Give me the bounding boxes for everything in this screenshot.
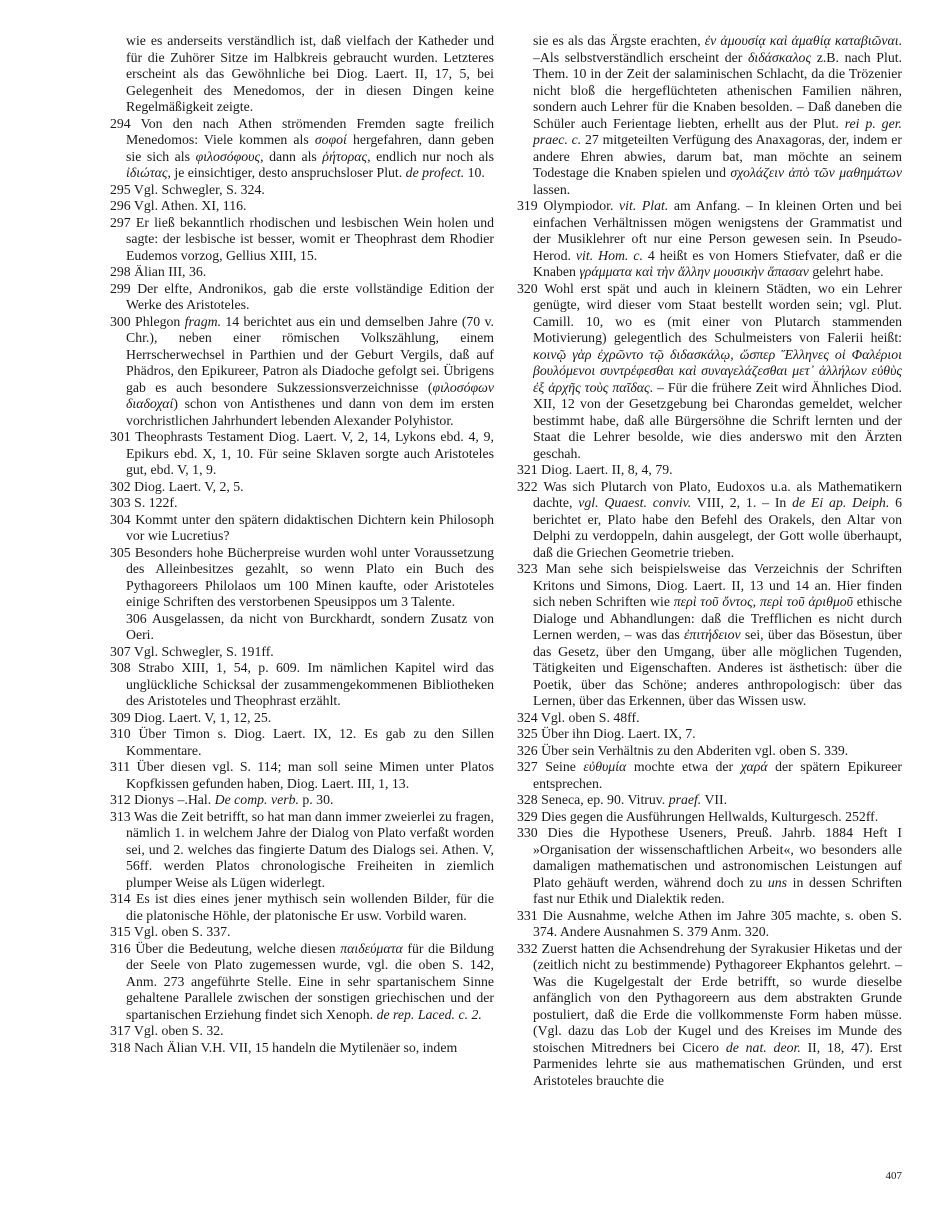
- note-text: Älian III, 36.: [134, 264, 207, 279]
- note-text: Wohl erst spät und auch in kleinern Städten, wo ein Lehrer genügte, wird dieser vom Staat bestellt worden sein; vgl. Plut. Camill. 10, wo es (mit einer von Plutarch stammenden Motivierung) gelegentlich des Schulmeisters von Falerii heißt:: [533, 280, 902, 345]
- footnote-number: 309: [110, 709, 131, 725]
- footnote-314: [110, 891, 494, 924]
- right-column: [517, 33, 902, 1089]
- note-text: hergefahren, dann geben sie sich als: [126, 132, 494, 164]
- footnote-303: [110, 495, 494, 512]
- footnote-number: 324: [517, 709, 538, 725]
- footnote-number: 305: [110, 544, 131, 560]
- footnote-297: [110, 215, 494, 265]
- note-text: Über sein Verhältnis zu den Abderiten vgl. oben S. 339.: [541, 742, 849, 758]
- italic-text: φιλοσόφων διαδοχαί: [126, 379, 494, 411]
- note-text: Der elfte, Andronikos, gab die erste vollständige Edition der Werke des Aristoteles.: [126, 280, 494, 312]
- footnote-number: 320: [517, 280, 538, 296]
- note-text: wie es anderseits verständlich ist, daß vielfach der Katheder und für die Zuhörer Sitze im Halbkreis gebraucht wurden. Letzteres erscheint als das Gewöhnliche bei Diog. Laert. II, 17, 5, bei Gelegenheit des Menedomos, der in diesen Dingen keine Regelmäßigkeit zeigte.: [126, 33, 494, 114]
- footnote-325: [517, 726, 902, 743]
- footnote-322: [517, 479, 902, 562]
- note-text: Vgl. Schwegler, S. 324.: [133, 181, 265, 197]
- footnote-311: [110, 759, 494, 792]
- note-text: Diog. Laert. II, 8, 4, 79.: [541, 462, 673, 477]
- italic-text: ἰδιώτας: [126, 165, 168, 180]
- footnote-number: 315: [110, 924, 131, 939]
- footnote-number: 313: [110, 808, 131, 824]
- footnote-302: [110, 479, 494, 496]
- note-text: Zuerst hatten die Achsendrehung der Syrakusier Hiketas und der (zeitlich nicht zu bestimmende) Pythagoreer Ekphantos gelehrt. – Was die Kugelgestalt der Erde betrifft, so wurde dieselbe anfänglich von den Pythagoreern aus dem abstrakten Grunde postuliert, daß die Erde die vollkommenste Form haben müsse. (Vgl. dazu das Lob der Kugel und des Kreises im Munde des stoischen Mitredners bei Cicero: [533, 940, 902, 1055]
- italic-text: ἐν ἀμουσίᾳ καὶ ἀμαθίᾳ καταβιῶναι: [704, 33, 899, 48]
- note-text: Was sich Plutarch von Plato, Eudoxos u.a. als Mathematikern dachte,: [533, 478, 902, 510]
- note-text: Es ist dies eines jener mythisch sein wollenden Bilder, für die die platonische Höhle, der platonische Er usw. Vorbild waren.: [126, 891, 494, 923]
- footnote-number: 296: [110, 198, 131, 213]
- italic-text: εὐθυμία: [583, 759, 627, 774]
- italic-text: φιλοσόφους: [195, 148, 261, 164]
- footnote-number: 308: [110, 660, 131, 675]
- footnote-320: [517, 281, 902, 463]
- note-text: Seneca, ep. 90. Vitruv.: [541, 792, 669, 807]
- footnote-number: 303: [110, 495, 131, 510]
- footnote-number: 301: [110, 429, 131, 444]
- footnote-323: [517, 561, 902, 710]
- note-text: p. 30.: [298, 792, 334, 807]
- italic-text: ῥήτορας: [322, 148, 368, 164]
- italic-text: ἐπιτήδειον: [683, 627, 741, 642]
- footnote-number: 302: [110, 478, 131, 494]
- footnote-number: 331: [517, 907, 538, 923]
- left-column: [110, 33, 494, 1056]
- note-text: 6 berichtet er, Plato habe den Befehl des Orakels, den Altar von Delphi zu verdoppeln, dahin ausgelegt, der Gott wolle überhaupt, daß die Griechen Geometrie trieben.: [533, 495, 902, 560]
- note-text: Phlegon: [135, 313, 185, 329]
- footnote-number: 307: [110, 643, 131, 659]
- note-text: , je einsichtiger, desto anspruchsloser Plut.: [167, 165, 406, 180]
- italic-text: De comp. verb.: [214, 792, 299, 807]
- italic-text: παιδεύματα: [340, 940, 403, 956]
- note-text: VII.: [701, 792, 728, 807]
- note-text: Was die Zeit betrifft, so hat man dann immer zweierlei zu fragen, nämlich 1. in welchem Jahre der Dialog von Plato verfaßt worden sei, und 2. welches das fingierte Datum des Dialogs sei. Athen. V, 56ff. werden Platos chronologische Freiheiten in ziemlich plumper Weise als Lügen widerlegt.: [126, 808, 494, 890]
- footnote-308: [110, 660, 494, 710]
- note-text: Vgl. oben S. 48ff.: [540, 709, 640, 725]
- footnote-number: 304: [110, 511, 131, 527]
- note-text: Besonders hohe Bücherpreise wurden wohl unter Voraussetzung des Alleinbesitzes gezahlt, so wenn Plato ein Buch des Pythagoreers Philolaos um 100 Minen kaufte, oder Aristoteles einige Schriften des verstorbenen Speusippos um 3 Talente.: [126, 544, 495, 609]
- note-text: Seine: [545, 759, 584, 774]
- note-text: Vgl. Schwegler, S. 191ff.: [133, 643, 274, 659]
- footnote-327: [517, 759, 902, 792]
- footnote-number: 310: [110, 726, 131, 741]
- note-text: S. 122f.: [134, 495, 178, 510]
- note-text: Er ließ bekanntlich rhodischen und lesbischen Wein holen und sagte: der lesbische ist besser, womit er Theophrast dem Rhodier Eudemos vorzog, Gellius XIII, 15.: [126, 214, 494, 263]
- footnote-296: [110, 198, 494, 215]
- note-text: 306 Ausgelassen, da nicht von Burckhardt, sondern Zusatz von Oeri.: [126, 610, 494, 642]
- footnote-text: [110, 33, 494, 116]
- footnote-number: 326: [517, 742, 538, 758]
- footnote-328: [517, 792, 902, 809]
- footnote-number: 322: [517, 478, 538, 494]
- footnote-330: [517, 825, 902, 908]
- italic-text: de Ei ap. Deiph.: [792, 495, 890, 510]
- footnote-number: 332: [517, 940, 538, 956]
- italic-text: κοινῷ γὰρ ἐχρῶντο τῷ διδασκάλῳ, ὥσπερ Ἕλληνες οἱ Φαλέριοι βουλόμενοι συντρέφεσθαι καὶ συναγελάζεσθαι μετ᾽ ἀλλήλων εὐθὺς ἐξ ἀρχῆς τοὺς παῖδας: [533, 346, 902, 395]
- footnote-305: [110, 545, 494, 611]
- italic-text: γράμματα καὶ τὴν ἄλλην μουσικὴν ἅπασαν: [579, 264, 809, 279]
- footnote-number: 312: [110, 792, 131, 807]
- footnote-310: [110, 726, 494, 759]
- footnote-number: 311: [110, 759, 131, 774]
- italic-text: uns: [767, 874, 788, 890]
- note-text: Über die Bedeutung, welche diesen: [135, 940, 341, 956]
- italic-text: vit. Plat.: [619, 198, 669, 213]
- footnote-number: 327: [517, 759, 538, 774]
- footnote-number: 325: [517, 726, 538, 741]
- footnote-331: [517, 908, 902, 941]
- italic-text: vgl. Quaest. conviv.: [578, 495, 692, 510]
- note-text: Dies die Hypothese Useners, Preuß. Jahrb. 1884 Heft I »Organisation der wissenschaftlichen Arbeit«, wo besonders alle damaligen mathematischen und astronomischen Leistungen auf Plato gehäuft werden, während doch zu: [533, 825, 902, 890]
- footnote-301: [110, 429, 494, 479]
- note-text: Man sehe sich beispielsweise das Verzeichnis der Schriften Kritons und Simons, Diog. Laert. II, 13 und 14 an. Hier finden sich neben Schriften wie: [533, 561, 902, 609]
- note-text: Dies gegen die Ausführungen Hellwalds, Kulturgesch. 252ff.: [541, 808, 879, 824]
- note-text: Über Timon s. Diog. Laert. IX, 12. Es gab zu den Sillen Kommentare.: [126, 726, 494, 758]
- italic-text: διδάσκαλος: [748, 49, 812, 65]
- note-text: Vgl. oben S. 32.: [133, 1023, 224, 1038]
- note-text: Vgl. oben S. 337.: [133, 924, 231, 939]
- footnote-307: [110, 644, 494, 661]
- footnote-294: [110, 116, 494, 182]
- footnote-number: 330: [517, 825, 538, 840]
- footnote-309: [110, 710, 494, 727]
- italic-text: περὶ τοῦ ὄντος, περὶ τοῦ ἀριθμοῦ: [673, 594, 854, 609]
- footnote-number: 319: [517, 198, 538, 213]
- note-text: in dessen Schriften fast nur Ethik und Dialektik reden.: [533, 874, 903, 906]
- note-text: Von den nach Athen strömenden Fremden sagte freilich Menedomos: Viele kommen als: [126, 115, 494, 147]
- note-text: sie es als das Ärgste erachten,: [533, 33, 705, 48]
- note-text: mochte etwa der: [626, 759, 741, 774]
- note-text: Olympiodor.: [543, 198, 620, 213]
- footnote-312: [110, 792, 494, 809]
- note-text: 4 heißt es von Homers Stiefvater, daß er die Knaben: [533, 247, 902, 279]
- italic-text: rei p. ger. praec. c.: [533, 115, 902, 147]
- note-text: , endlich nur noch als: [367, 148, 494, 164]
- footnote-298: [110, 264, 494, 281]
- footnote-319: [517, 198, 902, 281]
- footnote-315: [110, 924, 494, 941]
- page-number: 407: [885, 1170, 902, 1182]
- italic-text: fragm.: [184, 313, 222, 329]
- footnote-number: 297: [110, 214, 131, 230]
- footnote-304: [110, 512, 494, 545]
- note-text: , dann als: [260, 148, 323, 164]
- footnote-299: [110, 281, 494, 314]
- italic-text: de nat. deor.: [725, 1039, 801, 1055]
- italic-text: de profect.: [405, 165, 465, 180]
- note-text: z.B. nach Plut. Them. 10 in der Zeit der salaminischen Schlacht, da die Trözenier nicht bloß die hergeflüchteten athenischen Familien nähren, sondern auch Lehrer für die Knaben besolden. – Daß daneben die Schüler auch Ferientage liebten, erhellt aus der Plut.: [533, 49, 902, 131]
- footnote-321: [517, 462, 902, 479]
- footnote-326: [517, 743, 902, 760]
- note-text: der spätern Epikureer entsprechen.: [533, 759, 903, 791]
- footnote-number: 300: [110, 313, 131, 329]
- footnote-324: [517, 710, 902, 727]
- note-text: am Anfang. – In kleinen Orten und bei einfachen Verhältnissen mögen wenigstens der Grammatist und der Musiklehrer oft nur eine Person gewesen sein. In Pseudo-Herod.: [533, 198, 902, 263]
- footnote-number: 299: [110, 280, 131, 296]
- footnote-317: [110, 1023, 494, 1040]
- footnote-332: [517, 941, 902, 1090]
- footnote-number: 295: [110, 181, 131, 197]
- note-text: . –Als selbstverständlich erscheint der: [533, 33, 902, 65]
- note-text: für die Bildung der Seele von Plato zugemessen wurde, vgl. die oben S. 142, Anm. 273 angeführte Stelle. Eine in sehr spartanischem Sinne gehaltene Parallele zwischen der sonstigen griechischen und der spartanischen Erziehung findet sich Xenoph.: [126, 940, 494, 1022]
- italic-text: vit. Hom. c.: [575, 247, 643, 263]
- note-text: Diog. Laert. V, 1, 12, 25.: [134, 709, 272, 725]
- note-text: Strabo XIII, 1, 54, p. 609. Im nämlichen Kapitel wird das unglückliche Schicksal der zusammengekommenen Bibliotheken des Aristoteles und Theophrast erzählt.: [126, 660, 494, 708]
- footnote-number: 323: [517, 561, 538, 576]
- footnote-number: 321: [517, 462, 538, 477]
- note-text: 27 mitgeteilten Verfügung des Anaxagoras, der, indem er andere Ehren abwies, darum bat, man möchte an seinem Todestage die Knaben spielen und: [533, 132, 902, 180]
- footnote-number: 298: [110, 264, 131, 279]
- footnote-295: [110, 182, 494, 199]
- footnote-number: 316: [110, 940, 131, 956]
- footnote-number: 294: [110, 115, 131, 131]
- footnote-number: 329: [517, 808, 538, 824]
- note-text: 14 berichtet aus ein und demselben Jahre (70 v. Chr.), neben einer römischen Volkszählung, einem Herrscherwechsel in Parthien und der Geburt Vergils, daß auf Phädros, den Epikureer, Patron als Diadoche gefolgt sei. Übrigens gab es auch besondere Sukzessionsverzeichnisse (: [126, 313, 494, 395]
- note-text: lassen.: [533, 181, 571, 197]
- footnote-313: [110, 809, 494, 892]
- footnote-text: [110, 611, 494, 644]
- footnote-number: 314: [110, 891, 131, 906]
- italic-text: χαρά: [740, 759, 768, 774]
- note-text: Dionys –.Hal.: [134, 792, 215, 807]
- note-text: sei, über das Bösestun, über das Gesetz, über den Umgang, über alle möglichen Tugenden, Tätigkeiten und Eigenschaften. Anderes ist ästhetisch: über die Poetik, über das Schöne; anderes anthropologisch: über das Lernen, über das Erkennen, über das Wissen usw.: [533, 627, 902, 708]
- note-text: Über diesen vgl. S. 114; man soll seine Mimen unter Platos Kopfkissen gefunden haben, Diog. Laert. III, 1, 13.: [126, 759, 494, 791]
- note-text: ) schon von Antisthenes und dann von dem im ersten vorchristlichen Jahrhundert lebenden Alexander Polyhistor.: [126, 396, 494, 428]
- footnote-number: 318: [110, 1039, 131, 1055]
- footnote-300: [110, 314, 494, 430]
- note-text: 10.: [464, 165, 485, 180]
- note-text: . – Für die frühere Zeit wird Ähnliches Diod. XII, 12 von der Gesetzgebung bei Charondas gemeldet, welcher bestimmt habe, daß alle Bürgersöhne die Schrift lernten und der Staat die Lehrer besolde, wie dies anderswo mit den Ärzten geschah.: [533, 379, 902, 461]
- note-text: gelehrt habe.: [808, 264, 884, 279]
- italic-text: σχολάζειν ἀπὸ τῶν μαθημάτων: [730, 165, 902, 180]
- note-text: Diog. Laert. V, 2, 5.: [134, 478, 244, 494]
- note-text: Kommt unter den spätern didaktischen Dichtern kein Philosoph vor wie Lucretius?: [126, 511, 494, 543]
- italic-text: de rep. Laced. c. 2.: [376, 1006, 482, 1022]
- note-text: ethische Dialoge und Abhandlungen: daß die Trefflichen es nicht durch Lernen werden, – was das: [533, 594, 902, 642]
- note-text: Die Ausnahme, welche Athen im Jahre 305 machte, s. oben S. 374. Andere Ausnahmen S. 379 Anm. 320.: [533, 907, 903, 939]
- note-text: Über ihn Diog. Laert. IX, 7.: [541, 726, 696, 741]
- note-text: II, 18, 47). Erst Parmenides lehrte sie aus mathematischen Gründen, und erst Aristoteles brauchte die: [533, 1039, 902, 1088]
- italic-text: σοφοί: [314, 132, 347, 147]
- note-text: Theophrasts Testament Diog. Laert. V, 2, 14, Lykons ebd. 4, 9, Epikurs ebd. X, 1, 10. Für seine Sklaven sorgte auch Aristoteles gut, ebd. V, 1, 9.: [126, 429, 494, 477]
- note-text: Vgl. Athen. XI, 116.: [133, 198, 247, 213]
- italic-text: praef.: [668, 792, 702, 807]
- footnote-316: [110, 941, 494, 1024]
- footnote-number: 328: [517, 792, 538, 807]
- footnote-number: 317: [110, 1023, 131, 1038]
- note-text: Nach Älian V.H. VII, 15 handeln die Mytilenäer so, indem: [134, 1039, 458, 1055]
- note-text: VIII, 2, 1. – In: [691, 495, 793, 510]
- footnote-text: [517, 33, 902, 198]
- footnote-329: [517, 809, 902, 826]
- footnote-318: [110, 1040, 494, 1057]
